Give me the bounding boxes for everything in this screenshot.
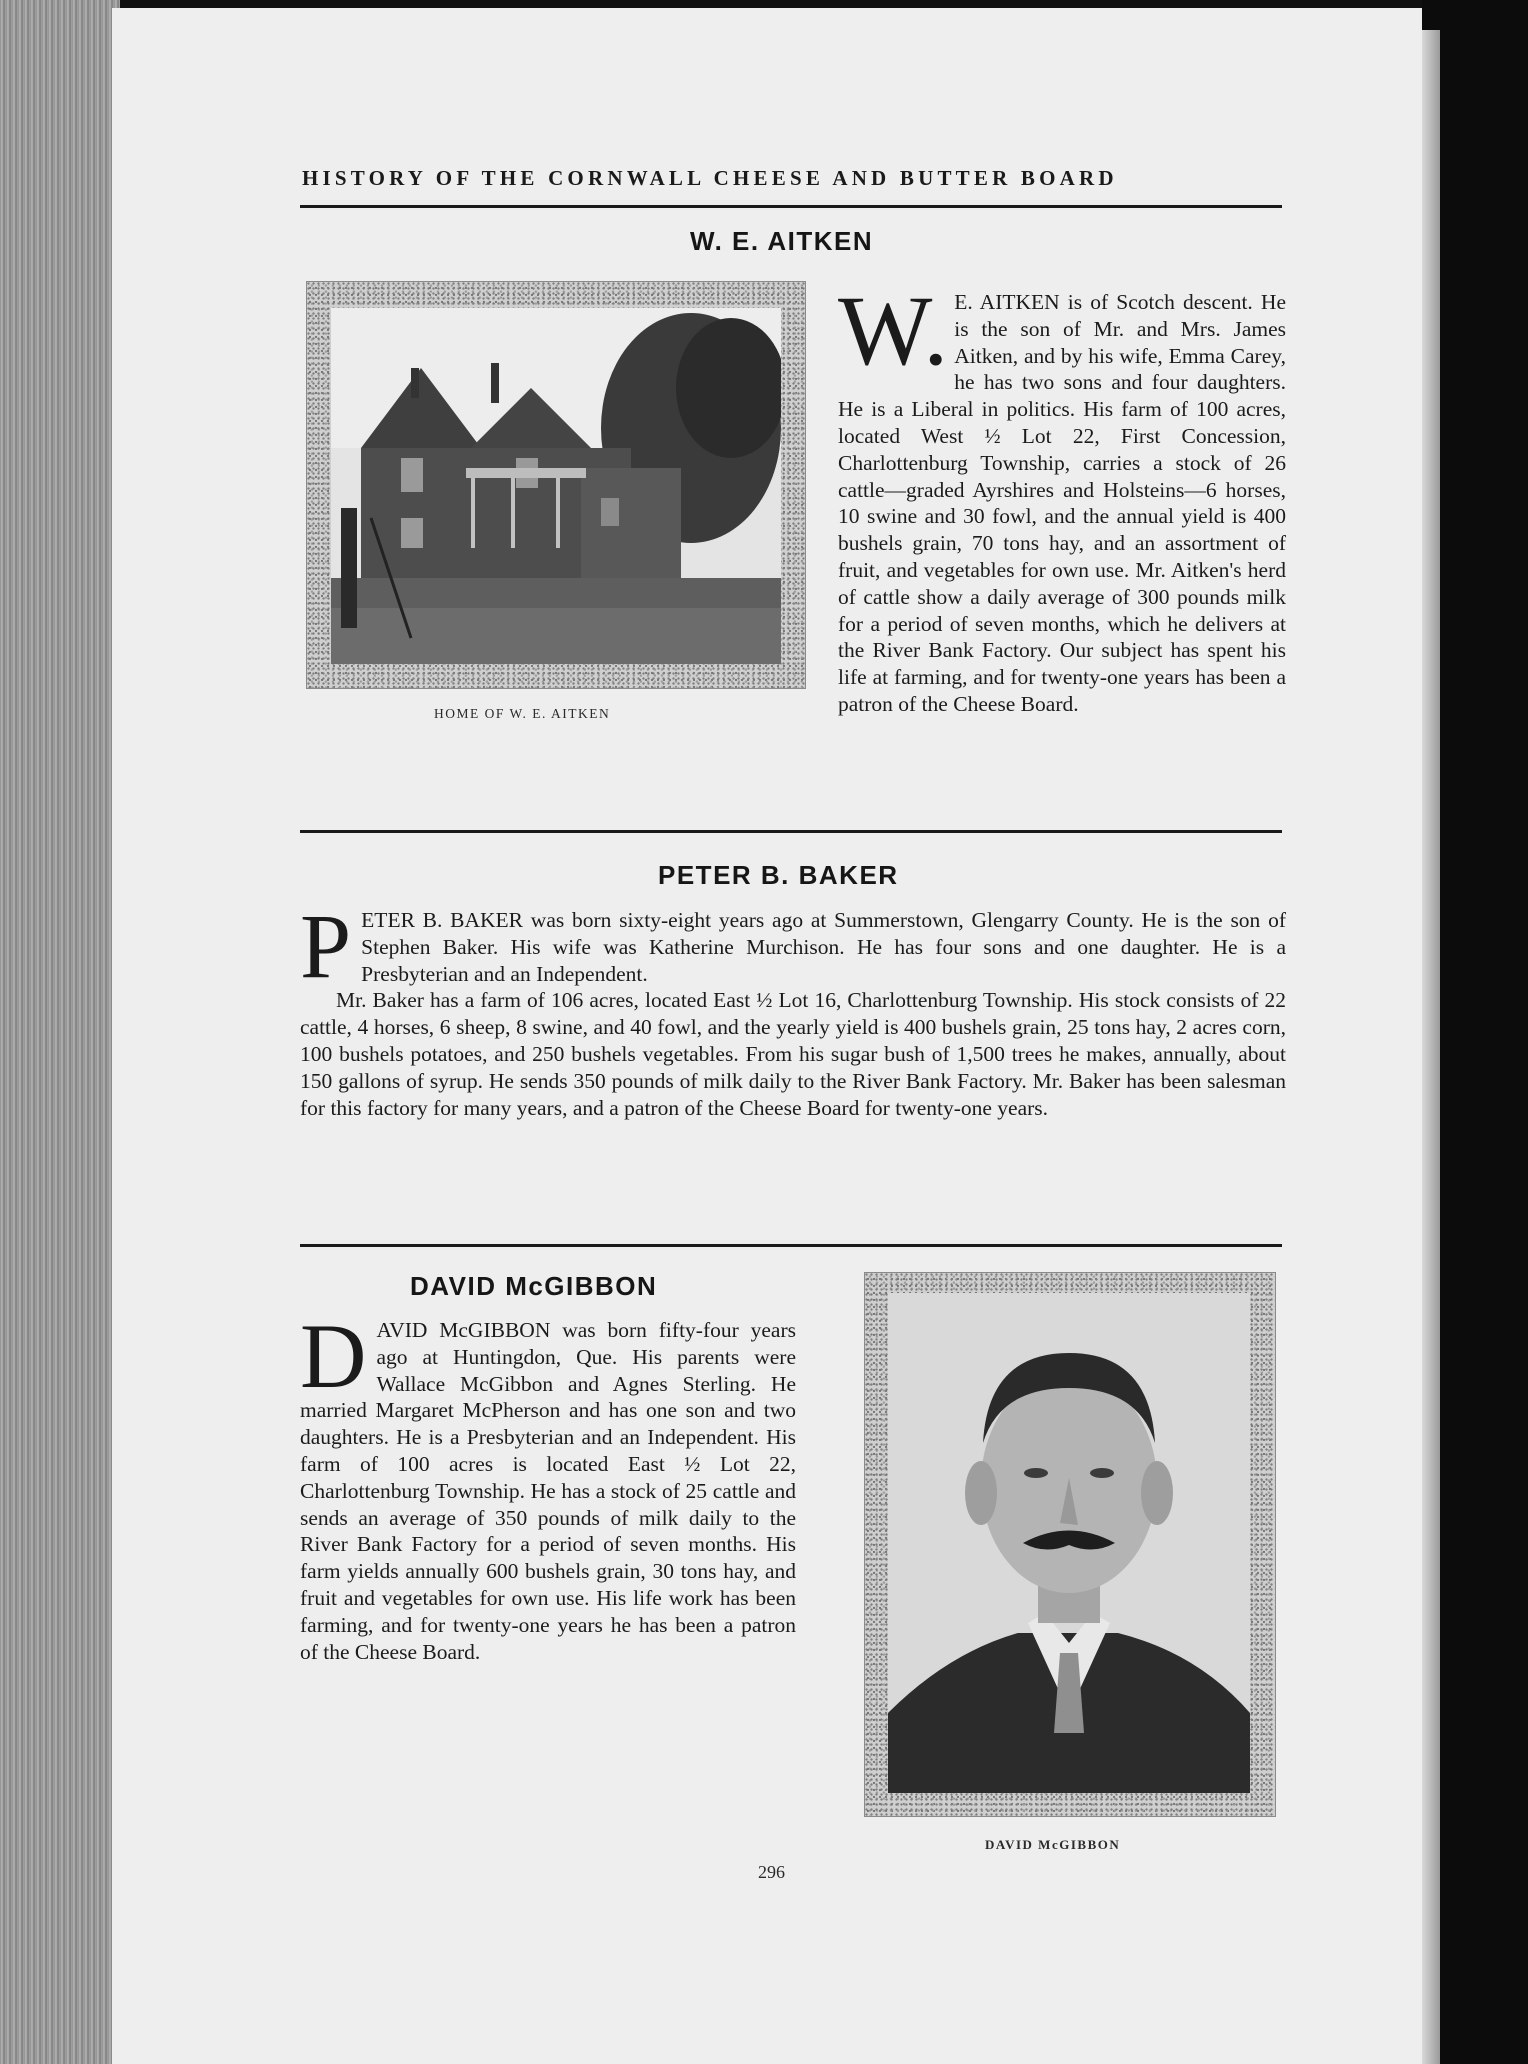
- section-rule: [300, 830, 1282, 833]
- next-page-edge: [1422, 0, 1528, 2064]
- aitken-paragraph: E. AITKEN is of Scotch descent. He is the son of Mr. and Mrs. James Aitken, and by his wife, Emma Carey, he has two sons and four daughters. He is a Liberal in politics. His farm of 100 acres, located West ½ Lot 22, First Concession, Charlottenburg Township, carries a stock of 26 cattle—graded Ayrshires and Holsteins—6 horses, 10 swine and 30 fowl, and the annual yield is 400 bushels grain, 70 tons hay, and an assortment of fruit, and vegetables for own use. Mr. Aitken's herd of cattle show a daily average of 300 pounds milk for a period of seven months, which he delivers at the River Bank Factory. Our subject has spent his life at farming, and for twenty-one years has been a patron of the Cheese Board.: [838, 290, 1286, 716]
- house-photo-caption: HOME OF W. E. AITKEN: [434, 706, 611, 721]
- section-rule: [300, 1244, 1282, 1247]
- running-head: HISTORY OF THE CORNWALL CHEESE AND BUTTER BOARD: [302, 166, 1118, 190]
- section-title-aitken: W. E. AITKEN: [690, 226, 874, 256]
- mcgibbon-paragraph: AVID McGIBBON was born fifty-four years ago at Huntingdon, Que. His parents were Wallace McGibbon and Agnes Sterling. He married Margaret McPherson and has one son and two daughters. He is a Presbyterian and an Independent. His farm of 100 acres is located East ½ Lot 22, Charlottenburg Township. He has a stock of 25 cattle and sends an average of 350 pounds of milk daily to the River Bank Factory for a period of seven months. His farm yields annually 600 bushels grain, 30 tons hay, and fruit and vegetables for own use. His life work has been farming, and for twenty-one years he has been a patron of the Cheese Board.: [300, 1318, 796, 1664]
- dropcap: W.: [838, 275, 949, 386]
- dropcap: P: [300, 895, 352, 997]
- header-rule: [300, 205, 1282, 208]
- baker-paragraph-2: Mr. Baker has a farm of 106 acres, located East ½ Lot 16, Charlottenburg Township. His stock consists of 22 cattle, 4 horses, 6 sheep, 8 swine, and 40 fowl, and the yearly yield is 400 bushels grain, 25 tons hay, 2 acres corn, 100 bushels potatoes, and 250 bushels vegetables. From his sugar bush of 1,500 trees he makes, annually, about 150 gallons of syrup. He sends 350 pounds of milk daily to the River Bank Factory. Mr. Baker has been salesman for this factory for many years, and a patron of the Cheese Board for twenty-one years.: [300, 988, 1286, 1120]
- page-number: 296: [758, 1862, 785, 1882]
- aitken-text: [300, 275, 1286, 733]
- book-edge: [0, 0, 120, 2064]
- mcgibbon-text: [300, 1305, 796, 1665]
- photo-spacer: [300, 289, 824, 733]
- portrait-caption: DAVID McGIBBON: [985, 1837, 1121, 1852]
- section-title-mcgibbon: DAVID McGIBBON: [410, 1271, 658, 1301]
- portrait-photo: [888, 1293, 1250, 1793]
- section-title-baker: PETER B. BAKER: [658, 860, 899, 890]
- portrait-photo-frame: [864, 1272, 1276, 1817]
- baker-text: [300, 895, 1286, 1121]
- dropcap: D: [300, 1305, 367, 1407]
- baker-paragraph-1: ETER B. BAKER was born sixty-eight years ago at Summerstown, Glengarry County. He is the son of Stephen Baker. His wife was Katherine Murchison. He has four sons and one daughter. He is a Presbyterian and an Independent.: [361, 908, 1286, 986]
